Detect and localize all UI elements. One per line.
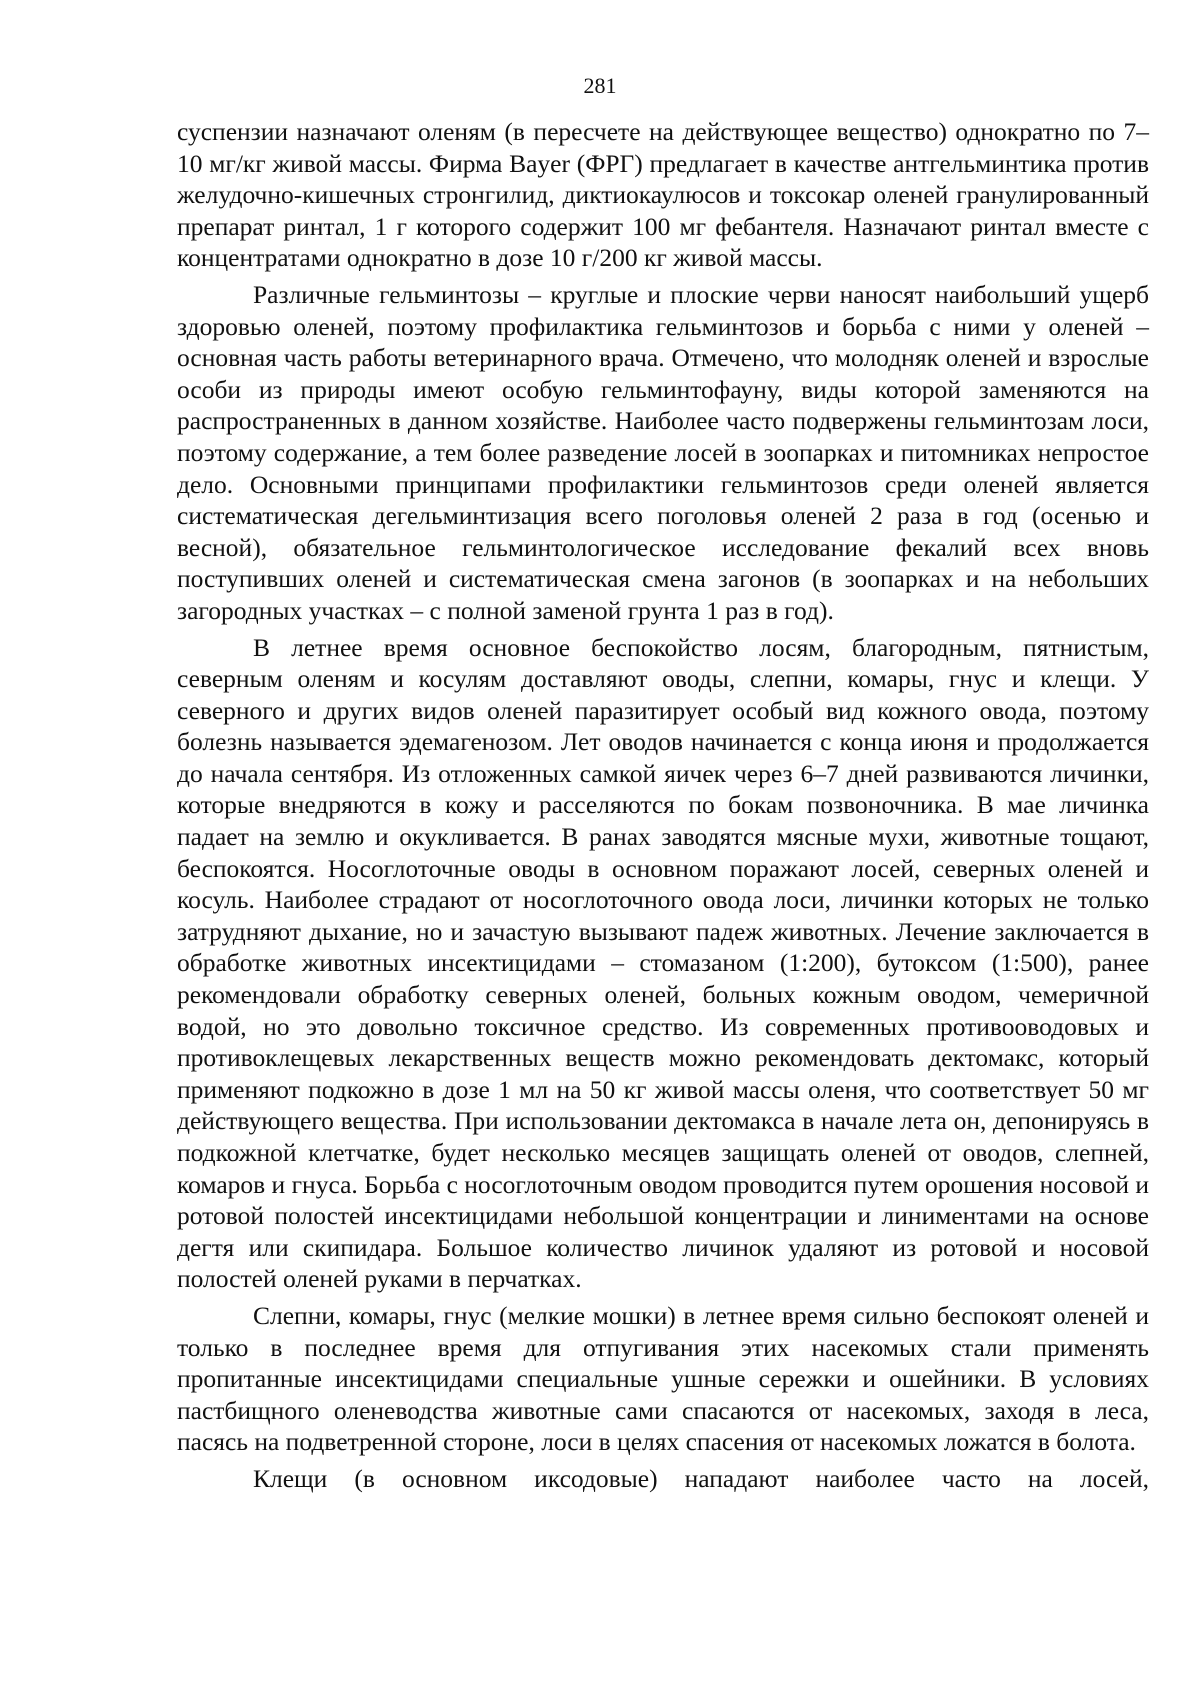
paragraph-5: Клещи (в основном иксодовые) нападают наиболее часто на лосей,	[253, 1463, 1149, 1493]
paragraph-4: Слепни, комары, гнус (мелкие мошки) в летнее время сильно беспокоят оленей и только в последнее время для отпугивания этих насекомых стали применять пропитанные инсектицидами специальные ушные сережки и ошейники. В условиях пастбищного оленеводства животные сами спасаются от насекомых, заходя в леса, пасясь на подветренной стороне, лоси в целях спасения от насекомых ложатся в болота.	[177, 1300, 1149, 1457]
paragraph-3: В летнее время основное беспокойство лосям, благородным, пятнистым, северным оленям и косулям доставляют оводы, слепни, комары, гнус и клещи. У северного и других видов оленей паразитирует особый вид кожного овода, поэтому болезнь называется эдемагенозом. Лет оводов начинается с конца июня и продолжается до начала сентября. Из отложенных самкой яичек через 6–7 дней развиваются личинки, которые внедряются в кожу и расселяются по бокам позвоночника. В мае личинка падает на землю и окукливается. В ранах заводятся мясные мухи, животные тощают, беспокоятся. Носоглоточные оводы в основном поражают лосей, северных оленей и косуль. Наиболее страдают от носоглоточного овода лоси, личинки которых не только затрудняют дыхание, но и зачастую вызывают падеж животных. Лечение заключается в обработке животных инсектицидами – стомазаном (1:200), бутоксом (1:500), ранее рекомендовали обработку северных оленей, больных кожным оводом, чемеричной водой, но это довольно токсичное средство. Из современных противооводовых и противоклещевых лекарственных веществ можно рекомендовать дектомакс, который применяют подкожно в дозе 1 мл на 50 кг живой массы оленя, что соответствует 50 мг действующего вещества. При использовании дектомакса в начале лета он, депонируясь в подкожной клетчатке, будет несколько месяцев защищать оленей от оводов, слепней, комаров и гнуса. Борьба с носоглоточным оводом проводится путем орошения носовой и ротовой полостей инсектицидами небольшой концентрации и линиментами на основе дегтя или скипидара. Большое количество личинок удаляют из ротовой и носовой полостей оленей руками в перчатках.	[177, 632, 1149, 1294]
paragraph-1: суспензии назначают оленям (в пересчете на действующее вещество) однократно по 7–10 мг/кг живой массы. Фирма Bayer (ФРГ) предлагает в качестве антгельминтика против желудочно-кишечных стронгилид, диктиокаулюсов и токсокар оленей гранулированный препарат ринтал, 1 г которого содержит 100 мг фебантеля. Назначают ринтал вместе с концентратами однократно в дозе 10 г/200 кг живой массы.	[177, 117, 1149, 273]
page-number: 281	[583, 73, 617, 98]
paragraph-2: Различные гельминтозы – круглые и плоские черви наносят наибольший ущерб здоровью оленей, поэтому профилактика гельминтозов и борьба с ними у оленей – основная часть работы ветеринарного врача. Отмечено, что молодняк оленей и взрослые особи из природы имеют особую гельминтофауну, виды которой заменяются на распространенных в данном хозяйстве. Наиболее часто подвержены гельминтозам лоси, поэтому содержание, а тем более разведение лосей в зоопарках и питомниках непростое дело. Основными принципами профилактики гельминтозов среди оленей является систематическая дегельминтизация всего поголовья оленей 2 раза в год (осенью и весной), обязательное гельминтологическое исследование фекалий всех вновь поступивших оленей и систематическая смена загонов (в зоопарках и на небольших загородных участках – с полной заменой грунта 1 раз в год).	[177, 279, 1149, 625]
body-text	[177, 116, 1149, 1500]
